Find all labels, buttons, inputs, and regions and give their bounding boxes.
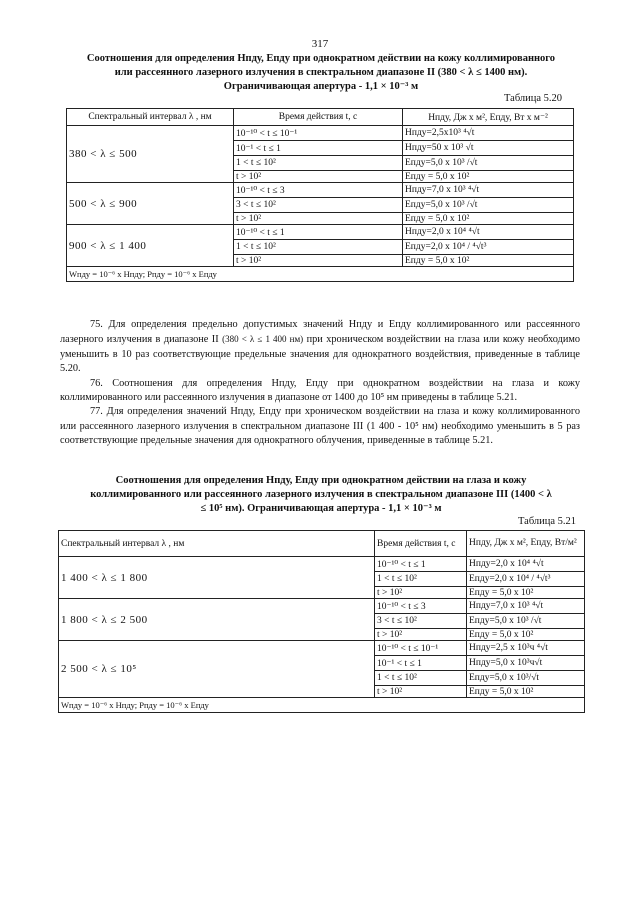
value-cell: Eпду = 5,0 x 10² xyxy=(467,587,585,599)
value-cell: Hпду=2,0 x 10⁴ ⁴√t xyxy=(467,557,585,572)
time-cell: 1 < t ≤ 10² xyxy=(375,572,467,587)
time-cell: 3 < t ≤ 10² xyxy=(234,198,403,213)
time-cell: 3 < t ≤ 10² xyxy=(375,614,467,629)
table-header-row xyxy=(67,109,574,126)
time-cell: 10⁻¹⁰ < t ≤ 1 xyxy=(234,225,403,240)
header-limit-value: Нпду, Дж х м², Епду, Вт х м⁻² xyxy=(403,109,574,126)
value-cell: Hпду=7,0 x 10³ ⁴√t xyxy=(403,183,574,198)
header-spectral-interval: Спектральный интервал λ , нм xyxy=(59,531,375,557)
value-cell: Hпду=2,5x10³ ⁴√t xyxy=(403,126,574,141)
spectral-range: 2 500 < λ ≤ 10⁵ xyxy=(59,641,375,698)
time-cell: 1 < t ≤ 10² xyxy=(234,240,403,255)
time-cell: 10⁻¹ < t ≤ 1 xyxy=(375,656,467,671)
value-cell: Eпду = 5,0 x 10² xyxy=(403,255,574,267)
time-cell: 10⁻¹⁰ < t ≤ 3 xyxy=(234,183,403,198)
table-5-21-caption: Таблица 5.21 xyxy=(518,516,577,527)
time-cell: t > 10² xyxy=(375,587,467,599)
time-cell: t > 10² xyxy=(234,213,403,225)
value-cell: Eпду=5,0 x 10³ /√t xyxy=(467,614,585,629)
value-cell: Eпду = 5,0 x 10² xyxy=(467,629,585,641)
time-cell: 1 < t ≤ 10² xyxy=(375,671,467,686)
spectral-range: 1 400 < λ ≤ 1 800 xyxy=(59,557,375,599)
table-note: Wпду = 10⁻⁶ x Hпду; Pпду = 10⁻⁶ x Eпду xyxy=(59,698,585,713)
time-cell: t > 10² xyxy=(375,629,467,641)
table-header-row xyxy=(59,531,585,557)
value-cell: Hпду=5,0 x 10³ч√t xyxy=(467,656,585,671)
spectral-range: 500 < λ ≤ 900 xyxy=(67,183,234,225)
table-note-row xyxy=(67,267,574,282)
value-cell: Eпду=2,0 x 10⁴ / ⁴√t³ xyxy=(403,240,574,255)
value-cell: Hпду=7,0 x 10³ ⁴√t xyxy=(467,599,585,614)
time-cell: 10⁻¹⁰ < t ≤ 1 xyxy=(375,557,467,572)
spectral-range: 380 < λ ≤ 500 xyxy=(67,126,234,183)
time-cell: 10⁻¹ < t ≤ 1 xyxy=(234,141,403,156)
value-cell: Eпду=5,0 x 10³ /√t xyxy=(403,156,574,171)
table-note: Wпду = 10⁻⁶ x Hпду; Pпду = 10⁻⁶ x Eпду xyxy=(67,267,574,282)
paragraph-76: 76. Соотношения для определения Нпду, Епду при однократном воздействии на глаза и кожу коллимированного или рассеянного излучения в диапазоне от 1400 до 10⁵ нм приведены в таблице 5.21. xyxy=(60,377,580,404)
table-5-21 xyxy=(58,530,585,713)
value-cell: Hпду=2,5 x 10³ч ⁴√t xyxy=(467,641,585,656)
page-number: 317 xyxy=(311,38,329,50)
table-5-21-title: Соотношения для определения Нпду, Епду при однократном действии на глаза и кожу коллимированного или рассеянного лазерного излучения в спектральном диапазоне III (1400 < λ ≤ 10⁵ нм). Ограничивающая апертура - 1,1 × 10⁻³ м xyxy=(90,475,552,514)
table-row xyxy=(67,126,574,141)
time-cell: 10⁻¹⁰ < t ≤ 10⁻¹ xyxy=(375,641,467,656)
time-cell: 10⁻¹⁰ < t ≤ 3 xyxy=(375,599,467,614)
time-cell: 1 < t ≤ 10² xyxy=(234,156,403,171)
value-cell: Eпду=2,0 x 10⁴ / ⁴√t³ xyxy=(467,572,585,587)
time-cell: t > 10² xyxy=(375,686,467,698)
header-limit-value: Hпду, Дж х м², Eпду, Вт/м² xyxy=(467,531,585,557)
time-cell: 10⁻¹⁰ < t ≤ 10⁻¹ xyxy=(234,126,403,141)
value-cell: Eпду=5,0 x 10³/√t xyxy=(467,671,585,686)
value-cell: Hпду=2,0 x 10⁴ ⁴√t xyxy=(403,225,574,240)
time-cell: t > 10² xyxy=(234,171,403,183)
spectral-range: 900 < λ ≤ 1 400 xyxy=(67,225,234,267)
spectral-range: 1 800 < λ ≤ 2 500 xyxy=(59,599,375,641)
table-row xyxy=(67,183,574,198)
paragraph-75: 75. Для определения предельно допустимых значений Нпду и Епду коллимированного или рассеянного лазерного излучения в диапазоне II (380 < λ ≤ 1 400 нм) при хроническом воздействии на глаза или кожу необходимо уменьшить в 10 раз соответствующие предельные значения для однократного воздействия, приведенные в таблице 5.20. xyxy=(60,319,581,375)
header-exposure-time: Время действия t, с xyxy=(375,531,467,557)
paragraph-77: 77. Для определения значений Нпду, Епду при хроническом воздействии на глаза и кожу коллимированного или рассеянного лазерного излучения в спектральном диапазоне III (1 400 - 10⁵ нм) необходимо уменьшить в 5 раз соответствующие предельные значения для однократного облучения, приведенные в таблице 5.21. xyxy=(60,406,580,447)
table-row xyxy=(59,557,585,572)
header-exposure-time: Время действия t, с xyxy=(234,109,403,126)
body-text xyxy=(60,318,580,449)
value-cell: Eпду = 5,0 x 10² xyxy=(467,686,585,698)
time-cell: t > 10² xyxy=(234,255,403,267)
value-cell: Eпду = 5,0 x 10² xyxy=(403,171,574,183)
table-note-row xyxy=(59,698,585,713)
value-cell: Hпду=50 x 10³ √t xyxy=(403,141,574,156)
table-row xyxy=(67,225,574,240)
table-5-20-caption: Таблица 5.20 xyxy=(504,93,563,104)
table-5-20-title: Соотношения для определения Hпду, Eпду при однократном действии на кожу коллимированного или рассеянного лазерного излучения в спектральном диапазоне II (380 < λ ≤ 1400 нм). Ограничивающая апертура - 1,1 × 10⁻³ м xyxy=(86,53,556,92)
value-cell: Епду = 5,0 x 10² xyxy=(403,213,574,225)
value-cell: Eпду=5,0 x 10³ /√t xyxy=(403,198,574,213)
table-row xyxy=(59,599,585,614)
header-spectral-interval: Спектральный интервал λ , нм xyxy=(67,109,234,126)
table-row xyxy=(59,641,585,656)
table-5-20 xyxy=(66,108,574,282)
